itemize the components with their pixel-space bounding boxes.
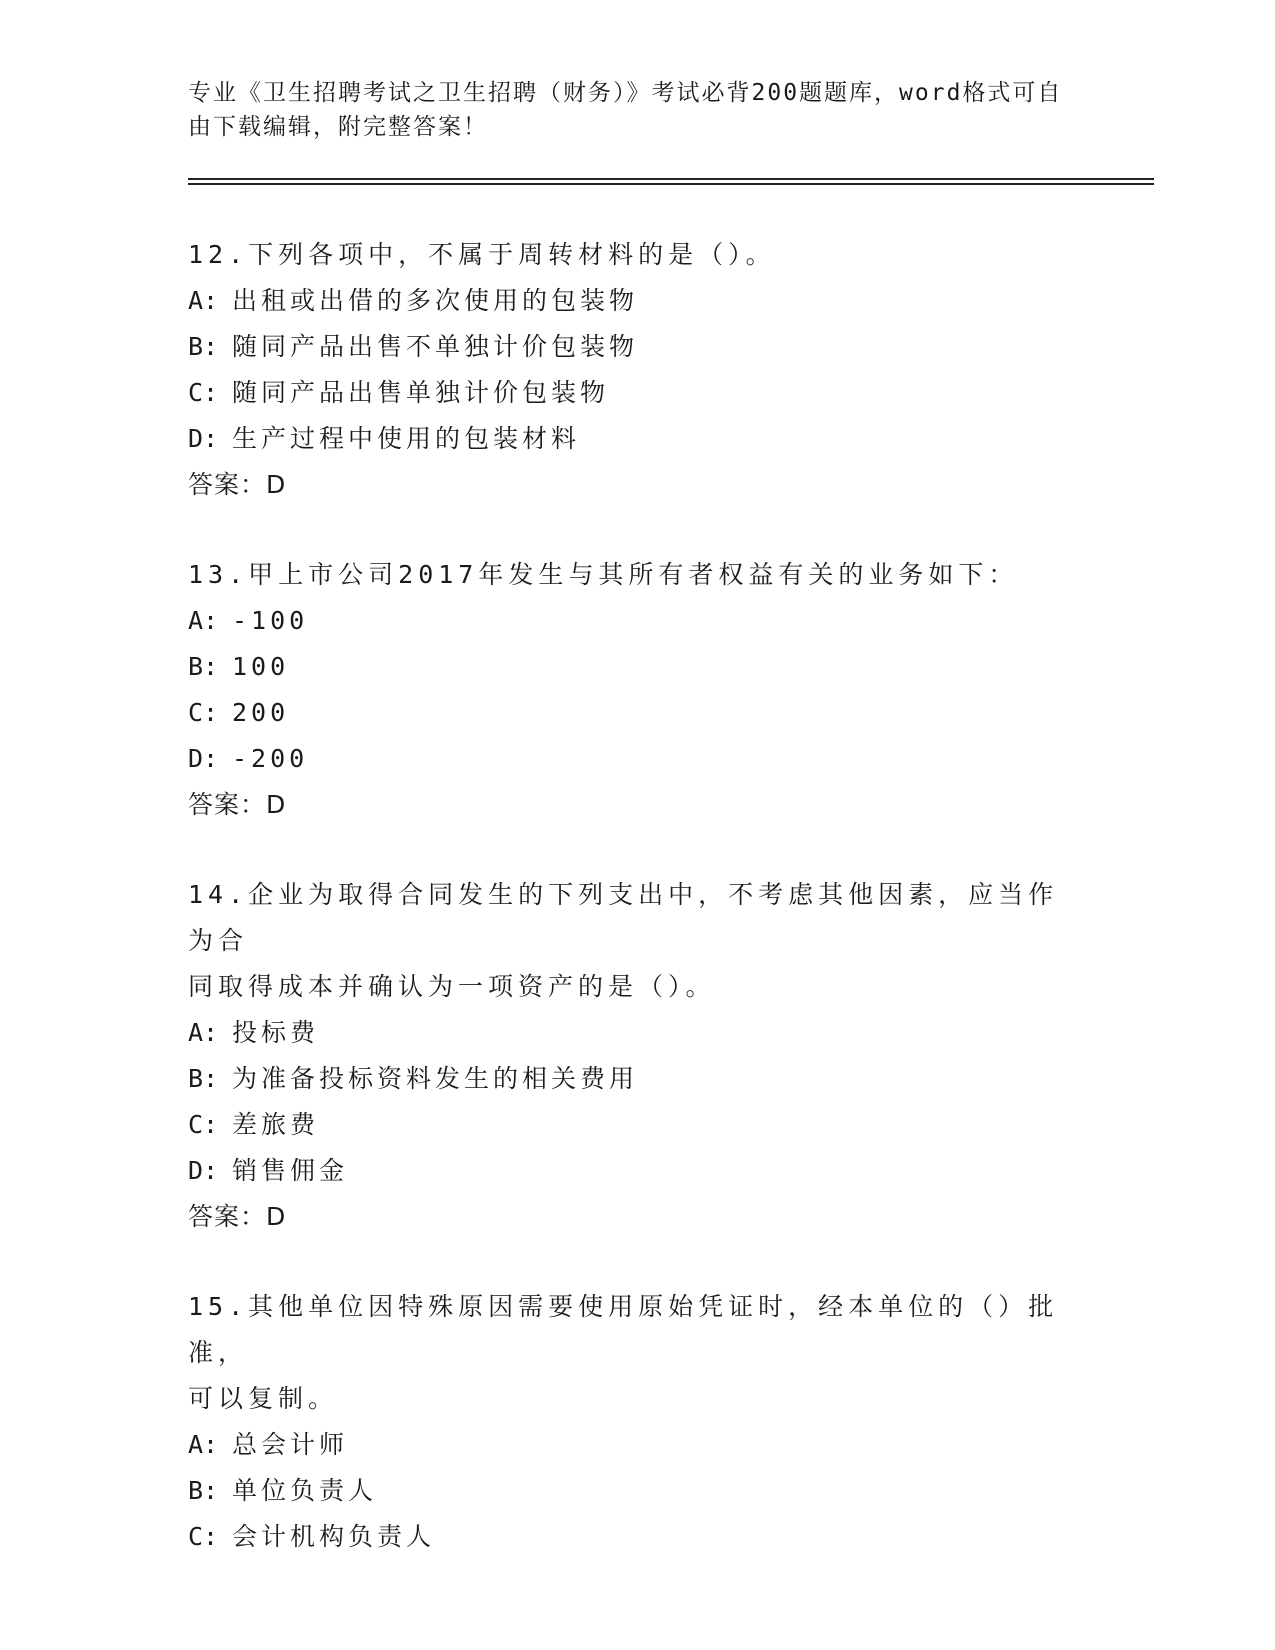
option-letter: D: <box>188 424 219 453</box>
option-b <box>188 1056 1088 1102</box>
option-d <box>188 736 1088 782</box>
header-line-2: 由下载编辑，附完整答案！ <box>188 114 488 140</box>
option-a <box>188 278 1088 324</box>
option-letter: A: <box>188 606 219 635</box>
option-text: 差旅费 <box>232 1110 320 1139</box>
option-c <box>188 1514 1088 1560</box>
option-letter: C: <box>188 1522 219 1551</box>
option-text: 生产过程中使用的包装材料 <box>232 424 581 453</box>
option-letter: D: <box>188 1156 219 1185</box>
option-a <box>188 598 1088 644</box>
option-text: 随同产品出售不单独计价包装物 <box>232 332 639 361</box>
option-b <box>188 644 1088 690</box>
question-12 <box>188 232 1088 508</box>
question-stem-continued: 可以复制。 <box>188 1384 339 1413</box>
option-c <box>188 1102 1088 1148</box>
option-text: 为准备投标资料发生的相关费用 <box>232 1064 639 1093</box>
option-letter: B: <box>188 1064 219 1093</box>
answer-line: 答案：D <box>188 790 287 819</box>
option-letter: B: <box>188 1476 219 1505</box>
question-14 <box>188 872 1088 1240</box>
option-a <box>188 1422 1088 1468</box>
option-letter: A: <box>188 1018 219 1047</box>
question-list <box>188 232 1088 1604</box>
option-letter: B: <box>188 652 219 681</box>
option-letter: D: <box>188 744 219 773</box>
option-c <box>188 690 1088 736</box>
question-stem: 13.甲上市公司2017年发生与其所有者权益有关的业务如下： <box>188 560 1019 589</box>
option-letter: C: <box>188 378 219 407</box>
question-15 <box>188 1284 1088 1560</box>
option-text: 会计机构负责人 <box>232 1522 436 1551</box>
option-text: 200 <box>232 698 290 727</box>
answer-line: 答案：D <box>188 470 287 499</box>
option-text: 销售佣金 <box>232 1156 349 1185</box>
option-letter: A: <box>188 1430 219 1459</box>
question-stem: 12.下列各项中，不属于周转材料的是（）。 <box>188 240 776 269</box>
option-letter: C: <box>188 698 219 727</box>
question-stem-continued: 同取得成本并确认为一项资产的是（）。 <box>188 972 716 1001</box>
option-letter: C: <box>188 1110 219 1139</box>
option-b <box>188 324 1088 370</box>
header-divider-top <box>188 178 1154 180</box>
document-header <box>188 76 1068 144</box>
option-text: 投标费 <box>232 1018 320 1047</box>
header-divider-bottom <box>188 183 1154 185</box>
option-text: 出租或出借的多次使用的包装物 <box>232 286 639 315</box>
option-letter: B: <box>188 332 219 361</box>
option-text: -100 <box>232 606 309 635</box>
option-text: 总会计师 <box>232 1430 349 1459</box>
question-stem: 14.企业为取得合同发生的下列支出中，不考虑其他因素，应当作为合 <box>188 880 1059 955</box>
option-text: 单位负责人 <box>232 1476 378 1505</box>
option-text: 100 <box>232 652 290 681</box>
option-d <box>188 1148 1088 1194</box>
option-text: -200 <box>232 744 309 773</box>
answer-line: 答案：D <box>188 1202 287 1231</box>
question-stem: 15.其他单位因特殊原因需要使用原始凭证时，经本单位的（）批准， <box>188 1292 1059 1367</box>
option-text: 随同产品出售单独计价包装物 <box>232 378 610 407</box>
header-line-1: 专业《卫生招聘考试之卫生招聘（财务）》考试必背200题题库，word格式可自 <box>188 80 1063 106</box>
option-c <box>188 370 1088 416</box>
question-13 <box>188 552 1088 828</box>
option-a <box>188 1010 1088 1056</box>
option-letter: A: <box>188 286 219 315</box>
option-d <box>188 416 1088 462</box>
option-b <box>188 1468 1088 1514</box>
